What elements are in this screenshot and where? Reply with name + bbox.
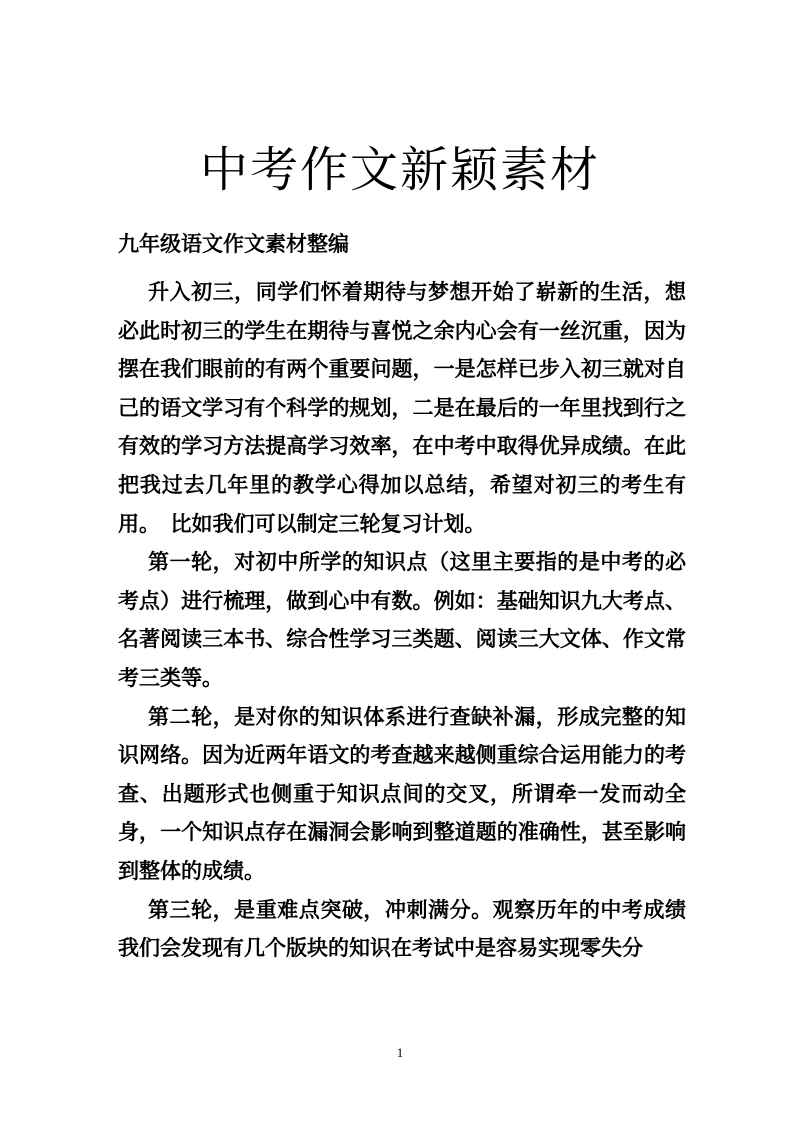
document-subtitle: 九年级语文作文素材整编 <box>118 231 349 256</box>
document-body <box>118 273 686 968</box>
page-number: 1 <box>396 1045 404 1060</box>
paragraph-first-round: 第一轮，对初中所学的知识点（这里主要指的是中考的必考点）进行梳理，做到心中有数。例如：基础知识九大考点、名著阅读三本书、综合性学习三类题、阅读三大文体、作文常考三类等。 <box>118 549 686 690</box>
paragraph-intro: 升入初三，同学们怀着期待与梦想开始了崭新的生活，想必此时初三的学生在期待与喜悦之余内心会有一丝沉重，因为摆在我们眼前的有两个重要问题，一是怎样已步入初三就对自己的语文学习有个科学的规划，二是在最后的一年里找到行之有效的学习方法提高学习效率，在中考中取得优异成绩。在此把我过去几年里的教学心得加以总结，希望对初三的考生有用。 比如我们可以制定三轮复习计划。 <box>118 279 686 536</box>
paragraph-third-round: 第三轮，是重难点突破，冲刺满分。观察历年的中考成绩我们会发现有几个版块的知识在考试中是容易实现零失分 <box>118 896 686 961</box>
paragraph-second-round: 第二轮，是对你的知识体系进行查缺补漏，形成完整的知识网络。因为近两年语文的考查越来越侧重综合运用能力的考查、出题形式也侧重于知识点间的交叉，所谓牵一发而动全身，一个知识点存在漏洞会影响到整道题的准确性，甚至影响到整体的成绩。 <box>118 703 686 883</box>
document-title: 中考作文新颖素材 <box>199 142 600 198</box>
